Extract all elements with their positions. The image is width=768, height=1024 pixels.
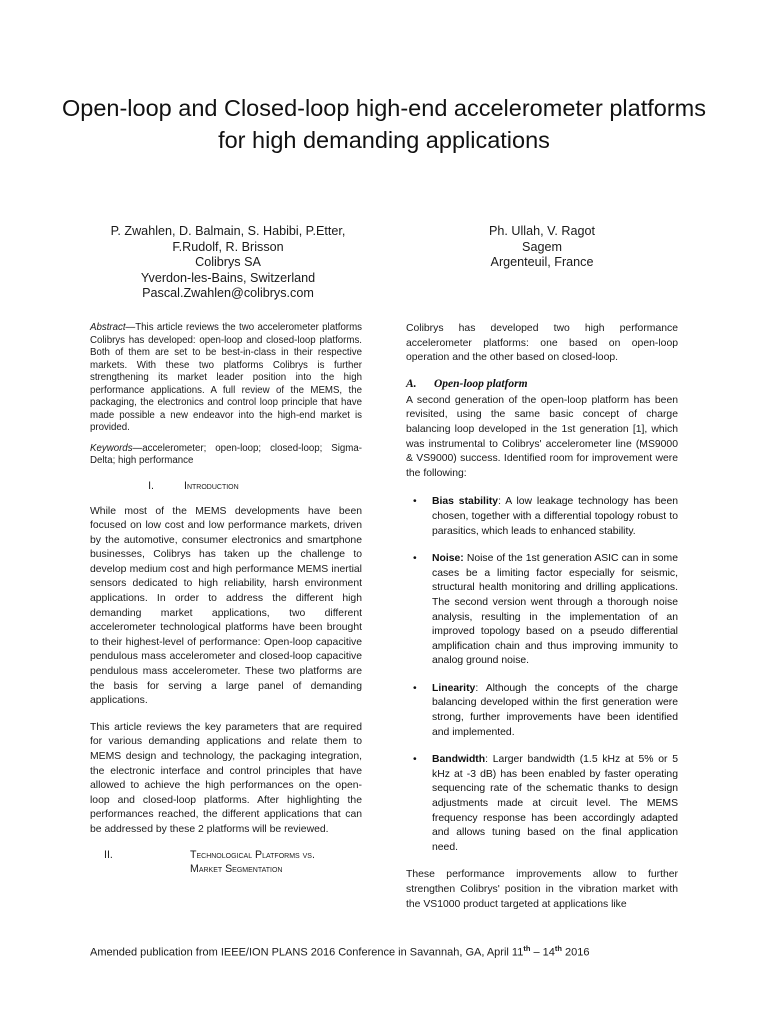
paper-title: Open-loop and Closed-loop high-end accelerometer platforms for high demanding applications	[61, 95, 706, 153]
section-heading-introduction	[90, 479, 362, 493]
list-item-text	[432, 552, 678, 669]
footer-text-middle: – 14	[530, 946, 555, 959]
list-item	[406, 552, 678, 669]
list-item-text	[432, 495, 678, 539]
list-item-body: : A low leakage technology has been chosen, together with a differential topology robust to parasitics, which leads to enhanced stability.	[432, 496, 678, 537]
section-title-line1: Technological Platforms vs.	[190, 848, 315, 861]
author-names-line1: P. Zwahlen, D. Balmain, S. Habibi, P.Etter,	[110, 224, 346, 238]
keywords-dash: —	[132, 442, 143, 454]
footer-note	[90, 944, 690, 959]
keywords	[90, 443, 362, 468]
subsection-title: Open-loop platform	[434, 377, 528, 390]
author-names-line2: F.Rudolf, R. Brisson	[172, 239, 284, 254]
open-loop-paragraph: A second generation of the open-loop platform has been revisited, using the same basic concept of charge balancing loop developed in the 1st generation [1], which was instrumental to Colibrys' accelerometer line (MS9000 & VS9000) success. Identified room for improvement were the following:	[406, 394, 678, 479]
list-item-text	[432, 753, 678, 855]
author-names: Ph. Ullah, V. Ragot	[489, 224, 595, 238]
section-title: Introduction	[184, 479, 239, 492]
list-item-text	[432, 682, 678, 740]
author-affiliation: Sagem	[522, 239, 562, 254]
list-item-body: : Although the concepts of the charge balancing developed within the first generation were strong, further improvements have been identified and implemented.	[432, 682, 678, 738]
section-number: I.	[148, 479, 154, 492]
bullet-icon: •	[413, 496, 417, 508]
section-heading-technological-platforms	[90, 848, 362, 876]
abstract-text: This article reviews the two accelerometer platforms Colibrys has developed: open-loop and closed-loop platforms. Both of them are set to be best-in-class in their respective markets. With these two platforms Colibrys is further strengthening its market leader position into the high performance applications. A full review of the MEMS, the packaging, the electronics and control loop principle that have made possible a new endeavor into the high-end market is provided.	[90, 322, 362, 433]
author-affiliation: Colibrys SA	[195, 255, 261, 269]
author-location: Yverdon-les-Bains, Switzerland	[140, 270, 316, 285]
list-item	[406, 682, 678, 740]
list-item-lead: Noise:	[432, 553, 464, 565]
author-email: Pascal.Zwahlen@colibrys.com	[142, 286, 314, 300]
bullet-icon: •	[413, 754, 417, 766]
footer-superscript-1: th	[523, 944, 531, 953]
list-item-body: Noise of the 1st generation ASIC can in some cases be a limiting factor especially for seismic, structural health monitoring and drilling applications. The second version went through a thorough noise analysis, resulting in the implementation of an improved topology based on a pseudo differential amplification chain and thus improving immunity to analog ground noise.	[432, 553, 678, 667]
intro-paragraph-1: While most of the MEMS developments have been focused on low cost and low performance markets, driven by the automotive, consumer electronics and smartphone businesses, Colibrys has taken up the challenge to develop medium cost and high performance MEMS inertial sensors dedicated to high reliability, harsh environment applications. In order to address the different high demanding market applications, two different accelerometer technological platforms have been brought to their highest-level of performance: Open-loop capacitive pendulous mass accelerometer and closed-loop capacitive pendulous mass accelerometer. These two platforms are the basis for serving a large panel of demanding applications.	[90, 505, 362, 707]
author-location: Argenteuil, France	[490, 255, 594, 269]
list-item-lead: Bandwidth	[432, 754, 486, 766]
authors-block-right	[400, 224, 684, 271]
section-title	[190, 848, 362, 876]
list-item	[406, 753, 678, 855]
closing-paragraph: These performance improvements allow to further strengthen Colibrys' position in the vibration market with the VS1000 product targeted at applications like	[406, 869, 678, 910]
footer-text-before: Amended publication from IEEE/ION PLANS 2016 Conference in Savannah, GA, April 11	[90, 946, 524, 959]
list-item-body: : Larger bandwidth (1.5 kHz at 5% or 5 kHz at -3 dB) has been enabled by faster operating sequencing rate of the schematic thanks to design adjustments made at circuit level. The MEMS frequency response has been accordingly adapted and allows tuning based on the final application need.	[432, 754, 678, 853]
abstract	[90, 322, 362, 435]
right-intro-paragraph: Colibrys has developed two high performance accelerometer platforms: one based on open-loop operation and the other based on closed-loop.	[406, 323, 678, 364]
keywords-text: accelerometer; open-loop; closed-loop; Sigma-Delta; high performance	[90, 442, 362, 466]
subsection-letter: A.	[406, 377, 417, 390]
list-item-lead: Linearity	[432, 682, 476, 694]
abstract-label: Abstract	[90, 322, 126, 333]
list-item-lead: Bias stability	[432, 496, 499, 508]
right-column	[406, 322, 678, 912]
bullet-icon: •	[413, 682, 417, 694]
footer-superscript-2: th	[554, 944, 562, 953]
footer-text-after: 2016	[561, 946, 590, 959]
left-column	[90, 322, 362, 888]
section-title-line2: Market Segmentation	[190, 862, 283, 875]
authors-block-left	[86, 224, 370, 302]
bullet-icon: •	[413, 553, 417, 565]
abstract-dash: —	[125, 322, 136, 333]
list-item	[406, 495, 678, 539]
subsection-heading-open-loop	[406, 378, 678, 390]
section-number: II.	[104, 848, 113, 861]
improvement-list	[406, 495, 678, 855]
keywords-label: Keywords	[90, 442, 133, 454]
intro-paragraph-2: This article reviews the key parameters that are required for various demanding applications and relate them to MEMS design and technology, the packaging integration, the electronic interface and control principles that have allowed to achieve the high performances on the open-loop and closed-loop platforms. After highlighting the performances reached, the different applications that can be addressed by these 2 platforms will be reviewed.	[90, 721, 362, 835]
